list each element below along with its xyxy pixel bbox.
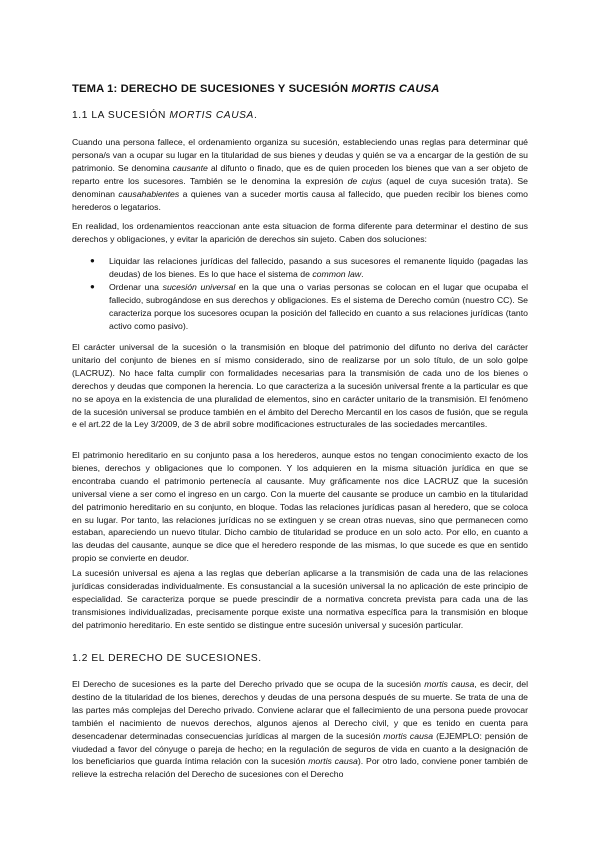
p1-italic-de-cujus: de cujus bbox=[347, 175, 382, 186]
list-item bbox=[72, 281, 528, 333]
solutions-list bbox=[72, 255, 528, 332]
bullet-1-italic: common law bbox=[312, 268, 362, 279]
title-italic-text: MORTIS CAUSA bbox=[351, 83, 440, 95]
p6-italic-2: mortis causa bbox=[383, 730, 434, 741]
section-heading-1-1 bbox=[72, 110, 528, 121]
bullet-2-italic: sucesión universal bbox=[162, 281, 236, 292]
p1-text-c: al difunto o finado, que es de quien proceden los bienes que van a ser objeto de reparto entre los sucesores. También se le denomina la expresión bbox=[72, 162, 528, 186]
section-1-1-italic: MORTIS CAUSA bbox=[169, 110, 254, 121]
title-text: TEMA 1: DERECHO DE SUCESIONES Y SUCESIÓN bbox=[72, 83, 352, 95]
section-1-1-end: . bbox=[253, 110, 258, 121]
paragraph-sucesion-universal: La sucesión universal es ajena a las reglas que deberían aplicarse a la transmisión de cada una de las relaciones jurídicas consideradas individualmente. Es consustancial a la sucesión universal la no aplicación de este principio de especialidad. Se caracteriza porque se puede prescindir de a normativa concreta prevista para cada una de las transmisiones individualizadas, precisamente porque existe una normativa específica para la transmisión en bloque del patrimonio hereditario. En este sentido se distingue entre sucesión universal y sucesión particular. bbox=[72, 568, 528, 630]
section-1-1-text: 1.1 LA SUCESIÓN bbox=[72, 110, 170, 121]
paragraph-caracter-universal: El carácter universal de la sucesión o la transmisión en bloque del patrimonio del difunto no deriva del carácter unitario del conjunto de bienes en sí mismo considerado, sino de realizarse por un solo título, de un solo golpe (LACRUZ). No hace falta cumplir con formalidades necesarias para la transmisión de cada uno de los bienes o derechos y deudas que componen la herencia. Lo que caracteriza a la sucesión universal frente a la particular es que no se apoya en la existencia de una pluralidad de elementos, sino en carácter unitario de la transmisión. El fenómeno de la sucesión universal se produce también en el ámbito del Derecho Mercantil en los casos de fusión, que se regula e el art.22 de la Ley 3/2009, de 3 de abril sobre modificaciones estructurales de las sociedades mercantiles. bbox=[72, 342, 528, 430]
bullet-icon: ● bbox=[90, 256, 95, 265]
p6-text-e: (EJEMPLO: pensión de viudedad a favor del cónyuge o pareja de hecho; en la regulación de seguros de vida en cuanto a la designación de los beneficiarios que guarda íntima relación con la sucesión bbox=[72, 730, 528, 767]
paragraph-derecho-sucesiones bbox=[72, 678, 528, 781]
bullet-icon: ● bbox=[90, 281, 95, 291]
p1-italic-causahabientes: causahabientes bbox=[118, 188, 180, 199]
p1-text-g: a quienes van a suceder mortis causa al fallecido, que pueden recibir los bienes como herederos o legatarios. bbox=[72, 188, 528, 212]
document-title bbox=[72, 83, 528, 95]
p6-italic-1: mortis causa bbox=[424, 679, 475, 689]
paragraph-patrimonio-hereditario: El patrimonio hereditario en su conjunto pasa a los herederos, aunque estos no tengan conocimiento exacto de los bienes, derechos y obligaciones que lo componen. Y los adquieren en la misma situación jurídica en que se encontraba cuando el patrimonio pertenecía al causante. Muy gráficamente nos dice LACRUZ que la sucesión universal viene a ser como el ingreso en un cargo. Con la muerte del causante se produce un cambio en la titularidad del patrimonio hereditario en su conjunto, en bloque. Todas las relaciones jurídicas pasan al heredero, que se coloca en su lugar. Por tanto, las relaciones jurídicas no se extinguen y se crean otras nuevas, sino que permanecen como estaban, apareciendo un nuevo titular. Dicho cambio de titularidad se produce en un solo acto. Por ello, en cuanto a las deudas del causante, aunque se dice que el heredero responde de las mismas, lo que sucede es que en sentido propio se convierte en deudor. bbox=[72, 450, 528, 564]
paragraph-soluciones: En realidad, los ordenamientos reaccionan ante esta situacion de forma diferente para determinar el destino de sus derechos y obligaciones, y evitar la aparición de derechos sin sujeto. Caben dos soluciones: bbox=[72, 221, 528, 244]
p1-text-e: (aquel de cuya sucesión trata). Se denominan bbox=[72, 175, 529, 199]
p6-text-a: El Derecho de sucesiones es la parte del Derecho privado que se ocupa de la sucesión bbox=[72, 679, 425, 689]
p6-text-g: ). Por otro lado, conviene poner también de relieve la estrecha relación del Derecho de sucesiones con el Derecho bbox=[72, 756, 528, 780]
bullet-2-text-a: Ordenar una bbox=[109, 281, 163, 292]
section-heading-1-2: 1.2 EL DERECHO DE SUCESIONES. bbox=[72, 653, 262, 664]
p6-text-c: , es decir, del destino de la titularidad de los bienes, derechos y deudas de una persona después de su muerte. Se trata de una de las partes más complejas del Derecho privado. Conviene aclarar que el fallecimiento de una persona puede provocar también el nacimiento de nuevos derechos, algunos ajenos al Derecho civil, y que es tenido en cuenta para desencadenar determinadas consecuencias jurídicas al margen de la sucesión bbox=[72, 679, 528, 741]
bullet-1-text-c: . bbox=[361, 268, 364, 279]
p1-italic-causante: causante bbox=[172, 162, 208, 173]
list-item bbox=[72, 255, 528, 281]
p1-text-a: Cuando una persona fallece, el ordenamiento organiza su sucesión, estableciendo unas reglas para determinar qué persona/s van a ocupar su lugar en la titularidad de sus bienes y deudas y quién se va a encargar de la gestión de su patrimonio. Se denomina bbox=[72, 137, 528, 173]
bullet-2-text-c: en la que una o varias personas se colocan en el lugar que ocupaba el fallecido, subrogándose en sus derechos y obligaciones. Es el sistema de Derecho común (nuestro CC). Se caracteriza porque los sucesores ocupan la posición del fallecido en cuanto a sus relaciones jurídicas (tanto activo como pasivo). bbox=[109, 281, 528, 331]
bullet-1-text-a: Liquidar las relaciones jurídicas del fallecido, pasando a sus sucesores el remanente liquido (pagadas las deudas) de los bienes. Es lo que hace el sistema de bbox=[109, 256, 528, 279]
p6-italic-3: mortis causa bbox=[308, 756, 358, 767]
paragraph-causante bbox=[72, 136, 528, 213]
